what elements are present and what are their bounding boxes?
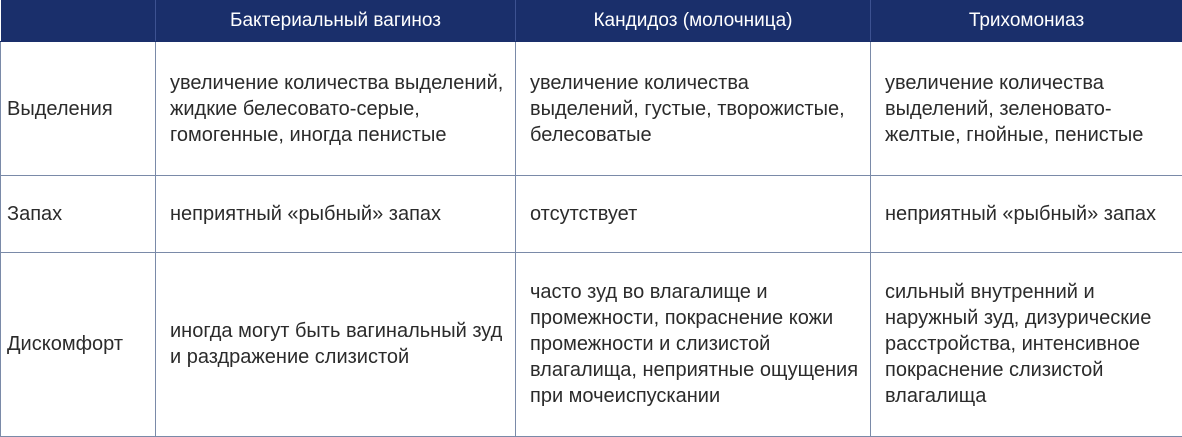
header-trichomoniasis: Трихомониаз [871, 0, 1182, 42]
header-bacterial-vaginosis: Бактериальный вагиноз [156, 0, 516, 42]
cell-odor-bv: неприятный «рыбный» запах [156, 176, 516, 252]
row-label-discomfort: Дискомфорт [1, 252, 156, 436]
cell-discharge-bv: увеличение количества выделений, жидкие белесовато-серые, гомогенные, иногда пенистые [156, 42, 516, 176]
table-row-odor [1, 176, 1182, 252]
row-label-odor: Запах [1, 176, 156, 252]
cell-discomfort-bv: иногда могут быть вагинальный зуд и раздражение слизистой [156, 252, 516, 436]
header-corner-cell [1, 0, 156, 42]
cell-odor-candidiasis: отсутствует [516, 176, 871, 252]
header-row [1, 0, 1182, 42]
table-row-discharge [1, 42, 1182, 176]
cell-discharge-candidiasis: увеличение количества выделений, густые, творожистые, белесоватые [516, 42, 871, 176]
cell-odor-trichomoniasis: неприятный «рыбный» запах [871, 176, 1182, 252]
cell-discharge-trichomoniasis: увеличение количества выделений, зеленовато-желтые, гнойные, пенистые [871, 42, 1182, 176]
header-candidiasis: Кандидоз (молочница) [516, 0, 871, 42]
row-label-discharge: Выделения [1, 42, 156, 176]
cell-discomfort-trichomoniasis: сильный внутренний и наружный зуд, дизурические расстройства, интенсивное покраснение слизистой влагалища [871, 252, 1182, 436]
cell-discomfort-candidiasis: часто зуд во влагалище и промежности, покраснение кожи промежности и слизистой влагалища, неприятные ощущения при мочеиспускании [516, 252, 871, 436]
table-row-discomfort [1, 252, 1182, 436]
